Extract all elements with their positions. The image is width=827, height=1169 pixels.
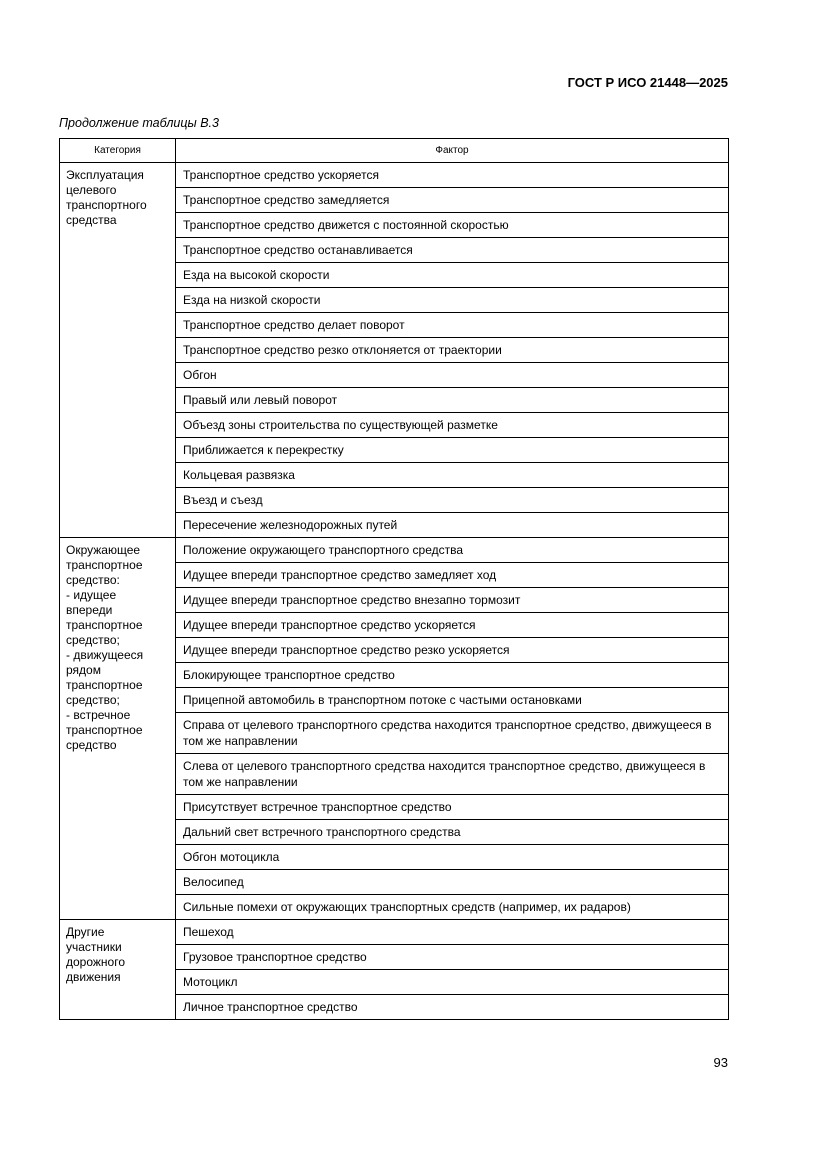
- factor-cell: Идущее впереди транспортное средство резко ускоряется: [176, 638, 729, 663]
- category-text-line: транспортное: [66, 618, 143, 632]
- factor-cell: Велосипед: [176, 870, 729, 895]
- document-id: ГОСТ Р ИСО 21448—2025: [567, 75, 728, 90]
- factor-cell: Езда на низкой скорости: [176, 288, 729, 313]
- factor-cell: Транспортное средство движется с постоянной скоростью: [176, 213, 729, 238]
- factor-cell: Транспортное средство замедляется: [176, 188, 729, 213]
- factor-cell: Положение окружающего транспортного средства: [176, 538, 729, 563]
- category-cell: [60, 920, 176, 1020]
- category-text-line: Окружающее: [66, 543, 141, 557]
- category-cell: [60, 163, 176, 538]
- factor-cell: Транспортное средство резко отклоняется от траектории: [176, 338, 729, 363]
- factor-cell: Транспортное средство ускоряется: [176, 163, 729, 188]
- category-text-line: - встречное: [66, 708, 131, 722]
- category-text-line: - движущееся: [66, 648, 144, 662]
- category-text-line: средство: [66, 738, 117, 752]
- factor-cell: Справа от целевого транспортного средства находится транспортное средство, движущееся в том же направлении: [176, 713, 729, 754]
- category-text-line: транспортное: [66, 558, 143, 572]
- category-text-line: Другие: [66, 925, 105, 939]
- header-factor: Фактор: [176, 139, 729, 163]
- factor-cell: Дальний свет встречного транспортного средства: [176, 820, 729, 845]
- category-text-line: дорожного: [66, 955, 126, 969]
- category-text-line: средство;: [66, 693, 120, 707]
- factor-cell: Идущее впереди транспортное средство ускоряется: [176, 613, 729, 638]
- factor-cell: Грузовое транспортное средство: [176, 945, 729, 970]
- factor-cell: Транспортное средство делает поворот: [176, 313, 729, 338]
- table-row: [60, 163, 729, 188]
- category-text-line: - идущее: [66, 588, 117, 602]
- factor-cell: Слева от целевого транспортного средства находится транспортное средство, движущееся в том же направлении: [176, 754, 729, 795]
- category-text-line: впереди: [66, 603, 113, 617]
- factor-cell: Идущее впереди транспортное средство замедляет ход: [176, 563, 729, 588]
- factor-cell: Мотоцикл: [176, 970, 729, 995]
- table-header-row: [60, 139, 729, 163]
- factor-cell: Обгон: [176, 363, 729, 388]
- factor-cell: Прицепной автомобиль в транспортном потоке с частыми остановками: [176, 688, 729, 713]
- factor-cell: Пешеход: [176, 920, 729, 945]
- table-row: [60, 538, 729, 563]
- category-text-line: транспортного: [66, 198, 147, 212]
- factor-cell: Присутствует встречное транспортное средство: [176, 795, 729, 820]
- factor-cell: Кольцевая развязка: [176, 463, 729, 488]
- table-body: [60, 163, 729, 1020]
- factors-table: [59, 138, 729, 1020]
- category-text-line: средство;: [66, 633, 120, 647]
- table-row: [60, 920, 729, 945]
- factor-cell: Приближается к перекрестку: [176, 438, 729, 463]
- category-text-line: транспортное: [66, 678, 143, 692]
- factor-cell: Транспортное средство останавливается: [176, 238, 729, 263]
- category-text-line: рядом: [66, 663, 101, 677]
- category-text-line: целевого: [66, 183, 117, 197]
- page-number: 93: [713, 1055, 728, 1070]
- factor-cell: Правый или левый поворот: [176, 388, 729, 413]
- factor-cell: Идущее впереди транспортное средство внезапно тормозит: [176, 588, 729, 613]
- category-cell: [60, 538, 176, 920]
- factor-cell: Блокирующее транспортное средство: [176, 663, 729, 688]
- factor-cell: Езда на высокой скорости: [176, 263, 729, 288]
- factor-cell: Въезд и съезд: [176, 488, 729, 513]
- category-text-line: средство:: [66, 573, 120, 587]
- category-text-line: участники: [66, 940, 122, 954]
- category-text-line: средства: [66, 213, 117, 227]
- factor-cell: Объезд зоны строительства по существующей разметке: [176, 413, 729, 438]
- factor-cell: Пересечение железнодорожных путей: [176, 513, 729, 538]
- header-category: Категория: [60, 139, 176, 163]
- table-caption: Продолжение таблицы В.3: [59, 116, 219, 130]
- factor-cell: Обгон мотоцикла: [176, 845, 729, 870]
- factor-cell: Сильные помехи от окружающих транспортных средств (например, их радаров): [176, 895, 729, 920]
- category-text-line: движения: [66, 970, 121, 984]
- category-text-line: транспортное: [66, 723, 143, 737]
- factor-cell: Личное транспортное средство: [176, 995, 729, 1020]
- category-text-line: Эксплуатация: [66, 168, 144, 182]
